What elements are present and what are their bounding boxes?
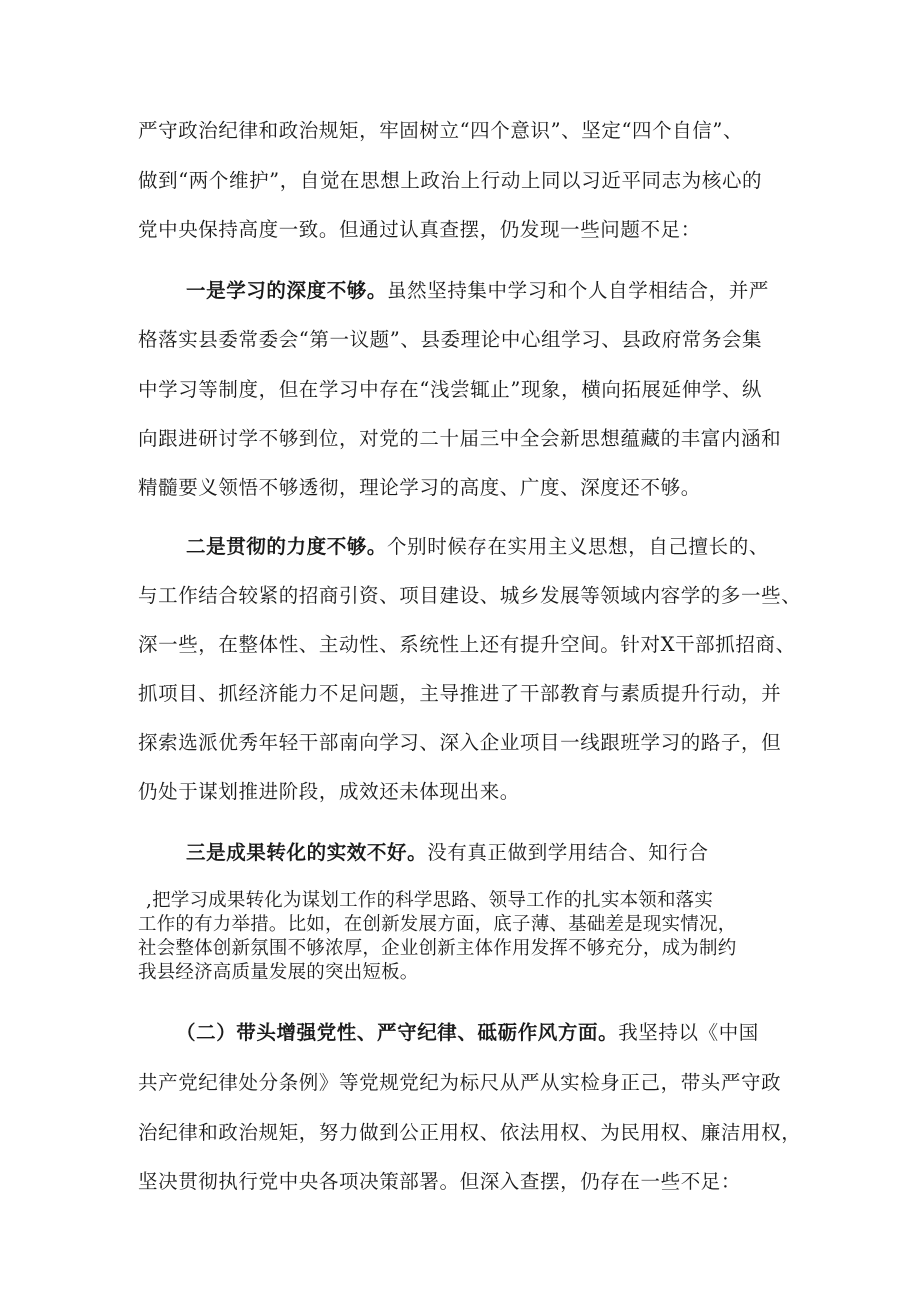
section-two-first-line: [176, 1021, 759, 1045]
point-two-line-4: 抓项目、抓经济能力不足问题，主导推进了干部教育与素质提升行动，并: [138, 682, 782, 705]
section-two-line-3: 治纪律和政治规矩，努力做到公正用权、依法用权、为民用权、廉洁用权，: [138, 1121, 802, 1144]
point-three-dense-line-2: 工作的有力举措。比如，在创新发展方面，底子薄、基础差是现实情况，: [138, 914, 737, 935]
point-three-heading: 三是成果转化的实效不好。: [186, 841, 428, 864]
point-two-heading: 二是贯彻的力度不够。: [186, 535, 388, 558]
point-two-first-line-text: 个别时候存在实用主义思想，自己擅长的、: [387, 535, 769, 558]
section-two-first-line-text: 我坚持以《中国: [618, 1021, 759, 1044]
section-two-line-4: 坚决贯彻执行党中央各项决策部署。但深入查摆，仍存在一些不足：: [138, 1170, 742, 1193]
point-two-line-5: 探索选派优秀年轻干部南向学习、深入企业项目一线跟班学习的路子，但: [138, 731, 782, 754]
intro-line-3: 党中央保持高度一致。但通过认真查摆，仍发现一些问题不足：: [138, 218, 701, 241]
point-two-line-3: 深一些，在整体性、主动性、系统性上还有提升空间。针对X干部抓招商、: [138, 633, 796, 656]
intro-line-1: 严守政治纪律和政治规矩，牢固树立“四个意识”、坚定“四个自信”、: [138, 119, 744, 142]
point-three-dense-line-1: ,把学习成果转化为谋划工作的科学思路、领导工作的扎实本领和落实: [146, 890, 714, 911]
point-one-line-3: 中学习等制度，但在学习中存在“浅尝辄止”现象，横向拓展延伸学、纵: [138, 378, 763, 401]
point-three-first-line: [186, 841, 709, 865]
point-two-first-line: [186, 535, 769, 559]
point-one-first-line-text: 虽然坚持集中学习和个人自学相结合，并严: [387, 279, 769, 302]
point-one-line-2: 格落实县委常委会“第一议题”、县委理论中心组学习、县政府常务会集: [138, 328, 763, 351]
section-two-heading: （二）带头增强党性、严守纪律、砥砺作风方面。: [176, 1021, 619, 1044]
point-one-line-4: 向跟进研讨学不够到位，对党的二十届三中全会新思想蕴藏的丰富内涵和: [138, 427, 782, 450]
point-three-dense-line-3: 社会整体创新氛围不够浓厚，企业创新主体作用发挥不够充分，成为制约: [138, 938, 737, 959]
section-two-line-2: 共产党纪律处分条例》等党规党纪为标尺从严从实检身正己，带头严守政: [138, 1071, 782, 1094]
point-two-line-6: 仍处于谋划推进阶段，成效还未体现出来。: [138, 780, 520, 803]
point-one-heading: 一是学习的深度不够。: [186, 279, 388, 302]
point-one-line-5: 精髓要义领悟不够透彻，理论学习的高度、广度、深度还不够。: [138, 476, 701, 499]
point-two-line-2: 与工作结合较紧的招商引资、项目建设、城乡发展等领域内容学的多一些、: [138, 584, 802, 607]
point-three-first-line-text: 没有真正做到学用结合、知行合: [427, 841, 709, 864]
point-three-dense-line-4: 我县经济高质量发展的突出短板。: [138, 962, 419, 983]
intro-line-2: 做到“两个维护”，自觉在思想上政治上行动上同以习近平同志为核心的: [138, 169, 763, 192]
point-one-first-line: [186, 279, 769, 303]
